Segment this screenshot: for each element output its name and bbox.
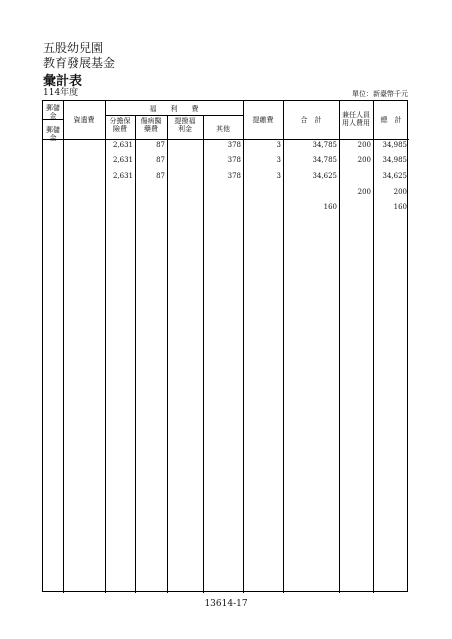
table-cell: 2,631 bbox=[112, 156, 133, 164]
col-header-other: 其他 bbox=[216, 125, 230, 133]
table-cell: 87 bbox=[156, 156, 165, 164]
table-cell: 34,985 bbox=[382, 141, 407, 149]
org-name-line1: 五股幼兒園 bbox=[43, 41, 104, 55]
table-cell: 87 bbox=[156, 172, 165, 180]
col-header-medical: 傷病醫 藥費 bbox=[140, 117, 162, 133]
table-cell: 2,631 bbox=[112, 172, 133, 180]
page-title: 彙計表 bbox=[43, 74, 83, 89]
table-cell: 3 bbox=[276, 172, 281, 180]
col-header-welfare: 福 利 費 bbox=[149, 105, 199, 113]
col-header-part-time: 兼任人員 用人費用 bbox=[342, 111, 370, 127]
summary-table bbox=[42, 100, 408, 592]
table-cell: 34,985 bbox=[382, 156, 407, 164]
table-cell: 3 bbox=[276, 156, 281, 164]
page-number: 13614-17 bbox=[204, 599, 248, 609]
unit-note: 單位：新臺幣千元 bbox=[352, 90, 408, 98]
vline-1 bbox=[63, 101, 64, 593]
col-header-grand-total: 總 計 bbox=[380, 116, 402, 124]
fiscal-year: 114年度 bbox=[43, 88, 79, 98]
vline-5 bbox=[203, 115, 204, 593]
vline-3 bbox=[135, 115, 136, 593]
org-name-line2: 教育發展基金 bbox=[43, 56, 116, 70]
table-cell: 34,625 bbox=[382, 172, 407, 180]
vline-4 bbox=[167, 115, 168, 593]
table-cell: 200 bbox=[357, 156, 371, 164]
welfare-divider bbox=[105, 115, 243, 116]
table-cell: 3 bbox=[276, 141, 281, 149]
table-cell: 378 bbox=[227, 172, 241, 180]
header-bottom-rule bbox=[43, 139, 409, 140]
table-cell: 378 bbox=[227, 156, 241, 164]
table-cell: 87 bbox=[156, 141, 165, 149]
table-cell: 378 bbox=[227, 141, 241, 149]
vline-8 bbox=[339, 101, 340, 593]
col-header-postal-savings-bottom: 郵儲金 bbox=[46, 126, 60, 142]
col-header-postal-savings-top: 郵儲金 bbox=[46, 104, 60, 120]
col-header-insurance: 分擔保 險費 bbox=[109, 117, 131, 133]
table-cell: 200 bbox=[357, 188, 371, 196]
table-cell: 160 bbox=[323, 203, 337, 211]
table-cell: 2,631 bbox=[112, 141, 133, 149]
table-cell: 160 bbox=[393, 203, 407, 211]
table-cell: 34,785 bbox=[312, 156, 337, 164]
col-header-contribution: 提繳費 bbox=[252, 116, 274, 124]
col-header-severance: 資遣費 bbox=[73, 116, 95, 124]
table-cell: 34,785 bbox=[312, 141, 337, 149]
table-cell: 200 bbox=[393, 188, 407, 196]
table-cell: 34,625 bbox=[312, 172, 337, 180]
table-cell: 200 bbox=[357, 141, 371, 149]
col-header-subtotal: 合 計 bbox=[300, 116, 322, 124]
col-header-welfare-fund: 提撥福 利金 bbox=[174, 117, 196, 133]
